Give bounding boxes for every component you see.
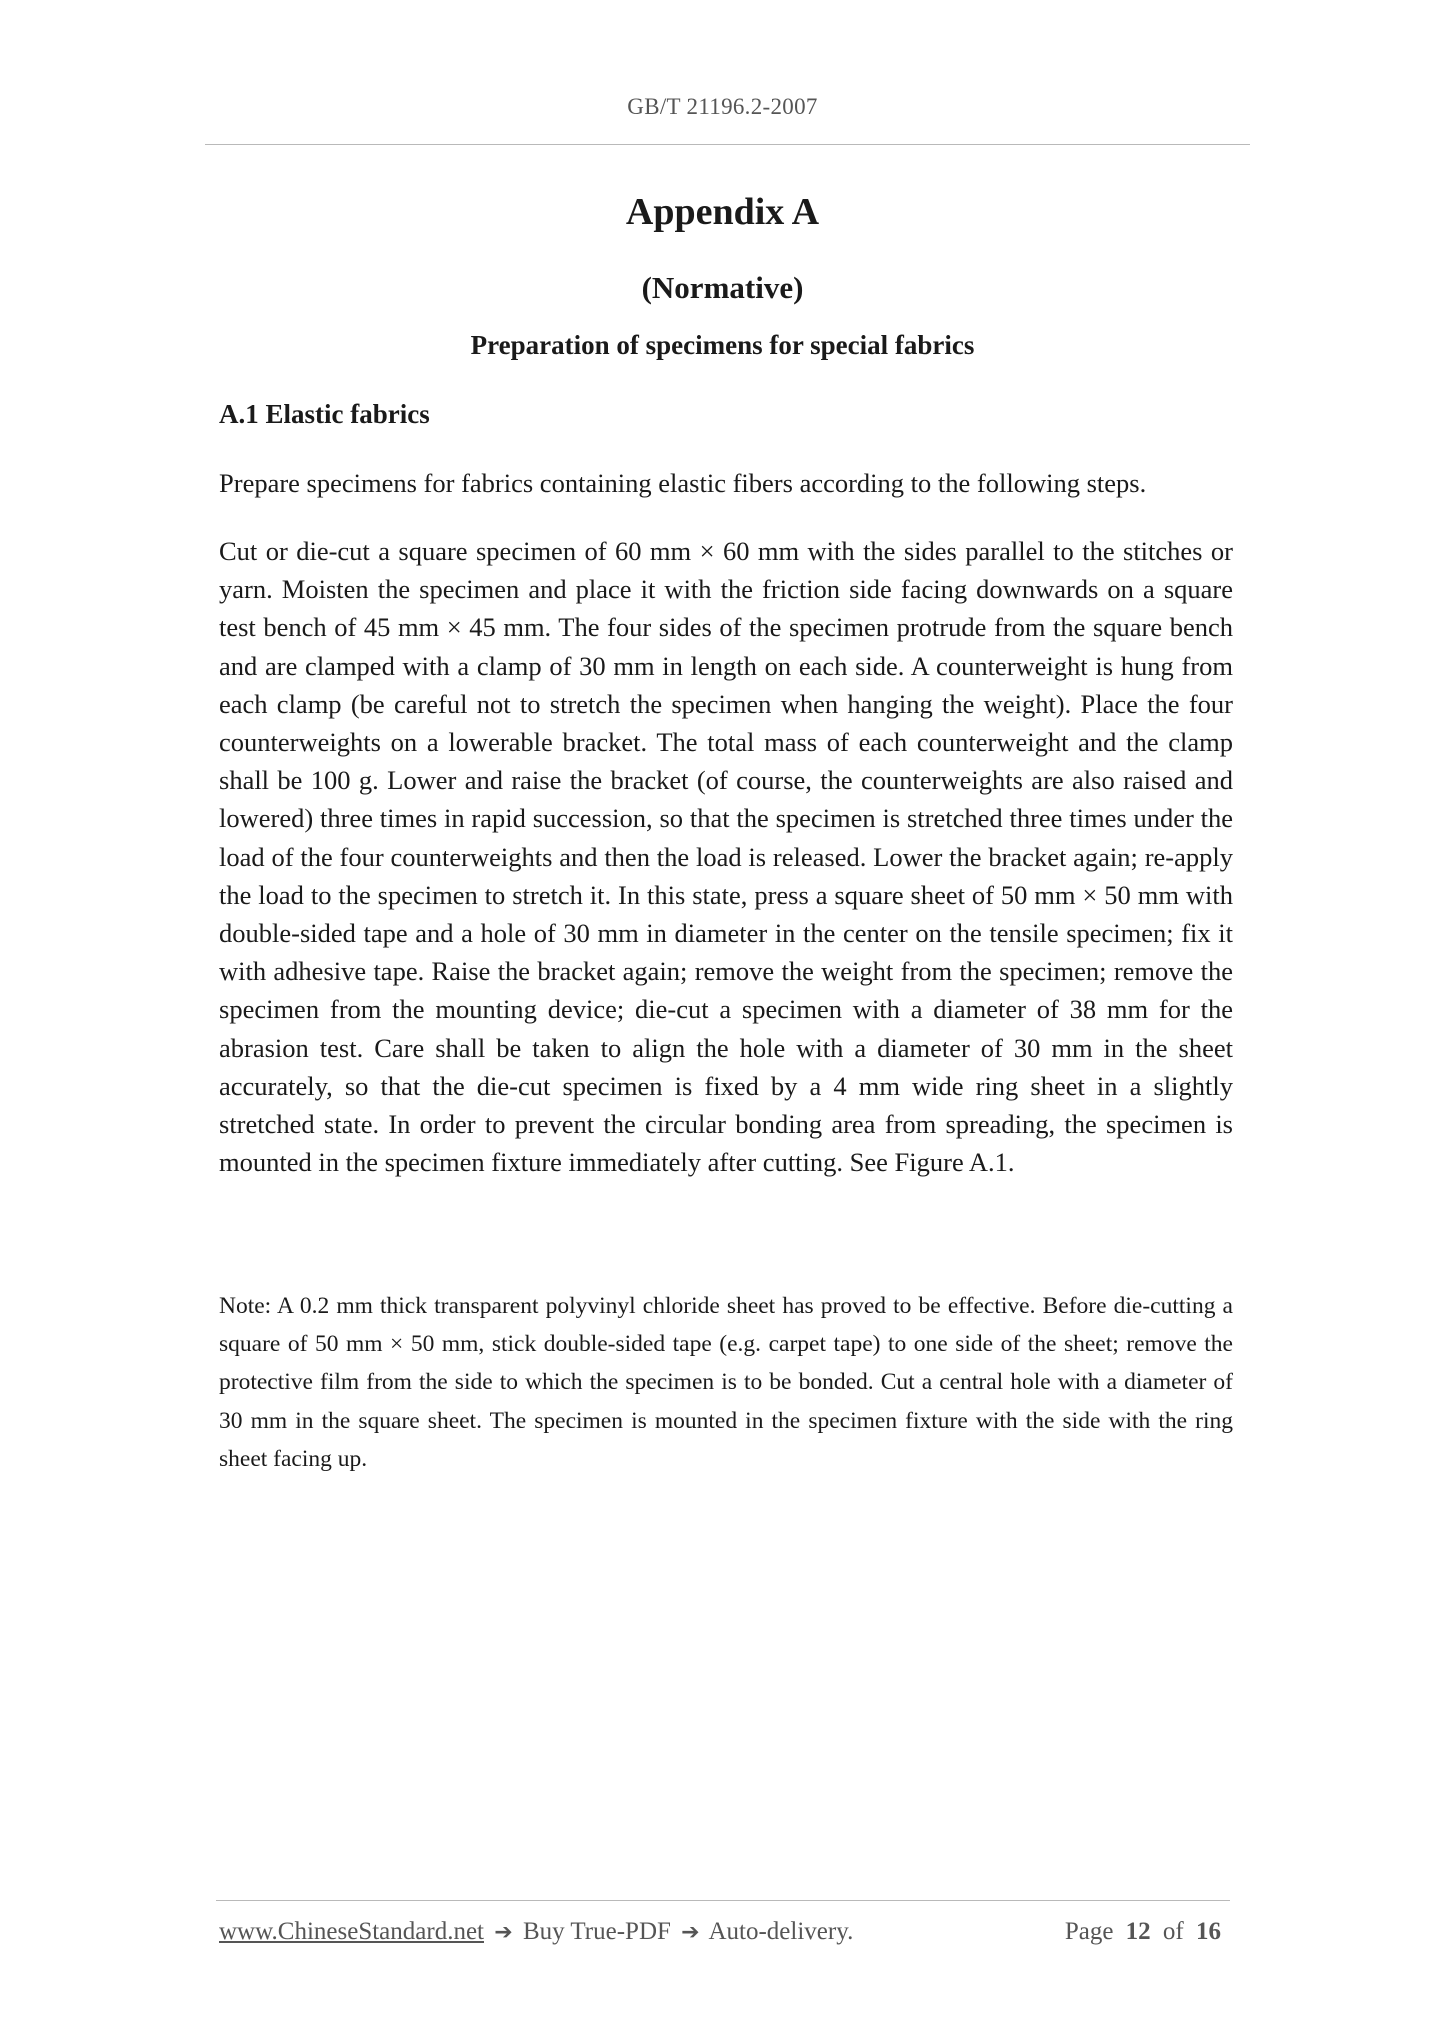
appendix-title <box>0 190 1445 234</box>
page-word: Page <box>1064 1918 1114 1945</box>
arrow-right-icon: ➔ <box>494 1920 513 1945</box>
appendix-caption: Preparation of specimens for special fabrics <box>470 330 975 360</box>
delivery-text: Auto-delivery. <box>708 1918 854 1945</box>
appendix-status-text: (Normative) <box>641 270 804 305</box>
arrow-right-icon: ➔ <box>681 1920 700 1945</box>
total-page-number: 16 <box>1196 1918 1221 1945</box>
note-paragraph: Note: A 0.2 mm thick transparent polyvinyl chloride sheet has proved to be effective. Before die-cutting a square of 50 mm × 50 mm, stick double-sided tape (e.g. carpet tape) to one side of the sheet; remove the protective film from the side to which the specimen is to be bonded. Cut a central hole with a diameter of 30 mm in the square sheet. The specimen is mounted in the specimen fixture with the side with the ring sheet facing up. <box>219 1293 1233 1472</box>
running-header: GB/T 21196.2-2007 <box>627 94 818 119</box>
section-heading: A.1 Elastic fabrics <box>219 399 430 429</box>
header-divider <box>205 144 1250 145</box>
buy-text: Buy True-PDF <box>522 1918 671 1945</box>
footer-divider <box>216 1900 1230 1901</box>
site-link[interactable]: www.ChineseStandard.net <box>219 1918 484 1945</box>
procedure-paragraph: Cut or die-cut a square specimen of 60 mm × 60 mm with the sides parallel to the stitches or yarn. Moisten the specimen and place it with the friction side facing downwards on a square test bench of 45 mm × 45 mm. The four sides of the specimen protrude from the square bench and are clamped with a clamp of 30 mm in length on each side. A counterweight is hung from each clamp (be careful not to stretch the specimen when hanging the weight). Place the four counterweights on a lowerable bracket. The total mass of each counterweight and the clamp shall be 100 g. Lower and raise the bracket (of course, the counterweights are also raised and lowered) three times in rapid succession, so that the specimen is stretched three times under the load of the four counterweights and then the load is released. Lower the bracket again; re-apply the load to the specimen to stretch it. In this state, press a square sheet of 50 mm × 50 mm with double-sided tape and a hole of 30 mm in diameter in the center on the tensile specimen; fix it with adhesive tape. Raise the bracket again; remove the weight from the specimen; remove the specimen from the mounting device; die-cut a specimen with a diameter of 38 mm for the abrasion test. Care shall be taken to align the hole with a diameter of 30 mm in the sheet accurately, so that the die-cut specimen is fixed by a 4 mm wide ring sheet in a slightly stretched state. In order to prevent the circular bonding area from spreading, the specimen is mounted in the specimen fixture immediately after cutting. See Figure A.1. <box>219 536 1233 1178</box>
appendix-title-text: Appendix A <box>625 191 820 233</box>
intro-paragraph: Prepare specimens for fabrics containing elastic fibers according to the following steps. <box>219 468 1147 498</box>
footer-promo <box>219 1918 853 1946</box>
of-word: of <box>1162 1918 1184 1945</box>
page-footer <box>219 1918 1233 1958</box>
current-page-number: 12 <box>1125 1918 1151 1945</box>
appendix-status <box>0 270 1445 306</box>
page-indicator <box>1065 1918 1227 1946</box>
